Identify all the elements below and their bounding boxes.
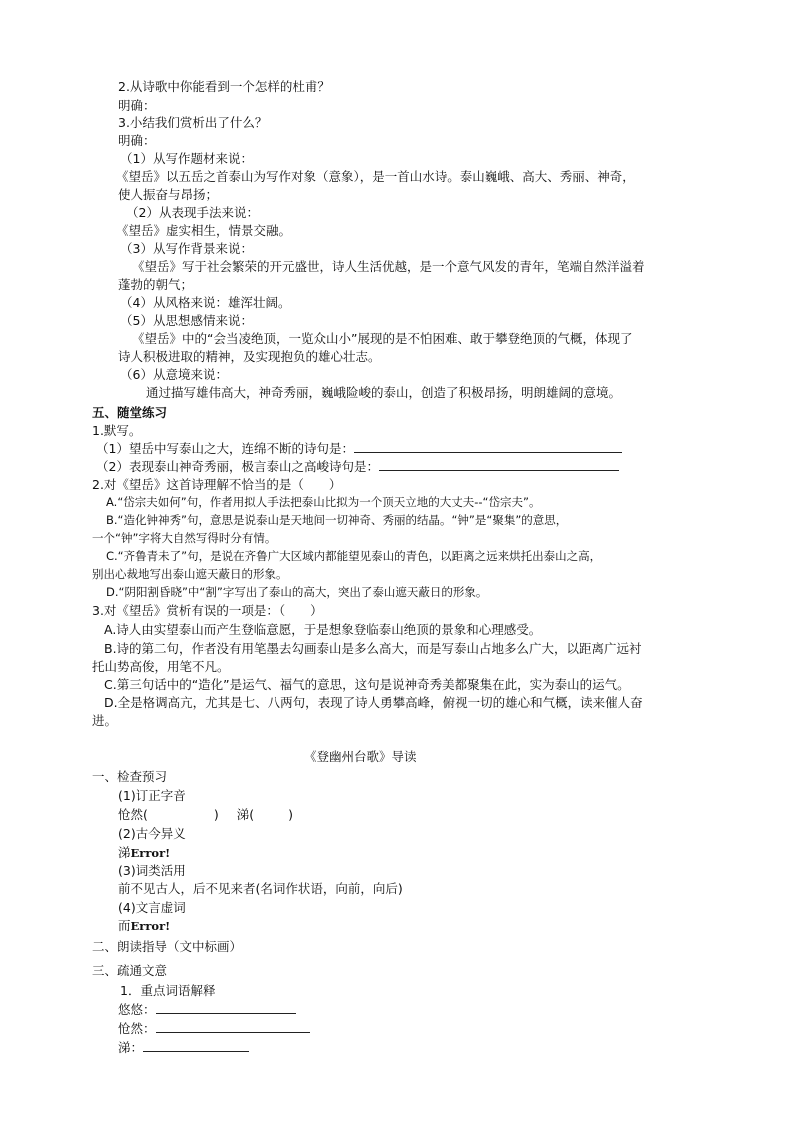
error-text: Error!	[130, 919, 171, 933]
option-c: 别出心裁地写出泰山遮天蔽日的形象。	[92, 567, 288, 581]
summary-3-text: 《望岳》写于社会繁荣的开元盛世，诗人生活优越，是一个意气风发的青年，笔端自然洋溢着	[132, 259, 645, 274]
answer-label: 明确：	[118, 98, 156, 113]
exercise-q3: 3.对《望岳》赏析有误的一项是：（ ）	[92, 603, 323, 618]
item-heading: (2)古今异义	[118, 826, 186, 841]
answer-blank[interactable]	[156, 1001, 296, 1014]
summary-3-text: 蓬勃的朝气；	[118, 277, 194, 292]
word-label: 怆然(	[118, 807, 148, 822]
option-c: C.“齐鲁青未了”句，是说在齐鲁广大区域内都能望见泰山的青色，以距离之远来烘托出泰山之高，	[106, 549, 602, 563]
option-b: B.诗的第二句，作者没有用笔墨去勾画泰山是多么高大，而是写泰山占地多么广大，以距离广远衬	[104, 641, 642, 656]
summary-4: （4）从风格来说：雄浑壮阔。	[120, 295, 291, 310]
summary-3-heading: （3）从写作背景来说：	[120, 241, 253, 256]
summary-6-heading: （6）从意境来说：	[120, 367, 228, 382]
error-row	[118, 844, 170, 862]
option-c: C.第三句话中的“造化”是运气、福气的意思，这句是说神奇秀美都聚集在此，实为泰山的运气。	[104, 677, 630, 692]
question-2: 2.从诗歌中你能看到一个怎样的杜甫？	[118, 79, 330, 94]
option-b: 一个“钟”字将大自然写得时分有情。	[92, 531, 277, 545]
answer-blank[interactable]	[354, 440, 622, 453]
error-text: Error!	[130, 846, 171, 860]
section-title: 三、疏通文意	[92, 963, 168, 978]
vocab-row	[118, 1020, 310, 1037]
item-heading: (3)词类活用	[118, 863, 186, 878]
item-text: 前不见古人，后不见来者(名词作状语，向前，向后)	[118, 881, 403, 896]
vocab-label: 怆然：	[118, 1021, 156, 1036]
option-d: D.“阴阳割昏晓”中“割”字写出了泰山的高大，突出了泰山遮天蔽日的形象。	[106, 585, 488, 599]
summary-1-heading: （1）从写作题材来说：	[120, 151, 253, 166]
option-a: A.“岱宗夫如何”句，作者用拟人手法把泰山比拟为一个顶天立地的大丈夫--“岱宗夫”。	[106, 495, 541, 509]
option-a: A.诗人由实望泰山而产生登临意愿，于是想象登临泰山绝顶的景象和心理感受。	[104, 622, 542, 637]
question-3: 3.小结我们赏析出了什么？	[118, 115, 268, 130]
answer-blank[interactable]	[379, 458, 619, 471]
summary-1-text: 《望岳》以五岳之首泰山为写作对象（意象），是一首山水诗。泰山巍峨、高大、秀丽、神奇，	[116, 169, 635, 184]
option-b: B.“造化钟神秀”句，意思是说泰山是天地间一切神奇、秀丽的结晶。“钟”是“聚集”的意思，	[106, 513, 568, 527]
option-b: 托山势高俊，用笔不凡。	[92, 659, 230, 674]
option-d: D.全是格调高亢，尤其是七、八两句，表现了诗人勇攀高峰，俯视一切的雄心和气概，读来催人奋	[104, 695, 643, 710]
vocab-row	[118, 1039, 249, 1056]
summary-5-heading: （5）从思想感情来说：	[120, 313, 253, 328]
vocab-label: 涕：	[118, 1040, 144, 1055]
paren: )	[288, 807, 294, 822]
summary-6-text: 通过描写雄伟高大，神奇秀丽，巍峨险峻的泰山，创造了积极昂扬，明朗雄阔的意境。	[146, 385, 622, 400]
exercise-q2: 2.对《望岳》这首诗理解不恰当的是（ ）	[92, 477, 342, 492]
section-title: 二、朗读指导（文中标画）	[92, 939, 243, 954]
word-label: 涕	[118, 845, 131, 860]
error-row	[118, 917, 170, 935]
paren: )	[213, 807, 219, 822]
summary-1-text: 使人振奋与昂扬；	[118, 187, 219, 202]
exercise-q1a	[96, 440, 622, 457]
pronunciation-row	[118, 806, 293, 823]
word-label: 涕(	[236, 807, 255, 822]
item-heading: (4)文言虚词	[118, 900, 186, 915]
exercise-q1b-text: （2）表现泰山神奇秀丽，极言泰山之高峻诗句是：	[96, 459, 379, 474]
summary-2-text: 《望岳》虚实相生，情景交融。	[116, 223, 292, 238]
section-title: 五、随堂练习	[92, 405, 168, 420]
vocab-label: 悠悠：	[118, 1002, 156, 1017]
item-heading: (1)订正字音	[118, 788, 186, 803]
summary-5-text: 诗人积极进取的精神，及实现抱负的雄心壮志。	[118, 349, 381, 364]
exercise-q1a-text: （1）望岳中写泰山之大，连绵不断的诗句是：	[96, 441, 354, 456]
item-heading: 1．重点词语解释	[120, 983, 216, 998]
word-label: 而	[118, 918, 131, 933]
vocab-row	[118, 1001, 296, 1018]
answer-blank[interactable]	[143, 1039, 249, 1052]
section-title: 一、检查预习	[92, 769, 168, 784]
exercise-q1: 1.默写。	[92, 423, 142, 438]
exercise-q1b	[96, 458, 619, 475]
summary-5-text: 《望岳》中的“会当凌绝顶，一览众山小”展现的是不怕困难、敢于攀登绝顶的气概，体现了	[132, 331, 633, 346]
option-d: 进。	[92, 713, 118, 728]
answer-blank[interactable]	[156, 1020, 310, 1033]
summary-2-heading: （2）从表现手法来说：	[126, 205, 259, 220]
answer-label: 明确：	[118, 133, 156, 148]
page-title: 《登幽州台歌》导读	[304, 749, 417, 764]
